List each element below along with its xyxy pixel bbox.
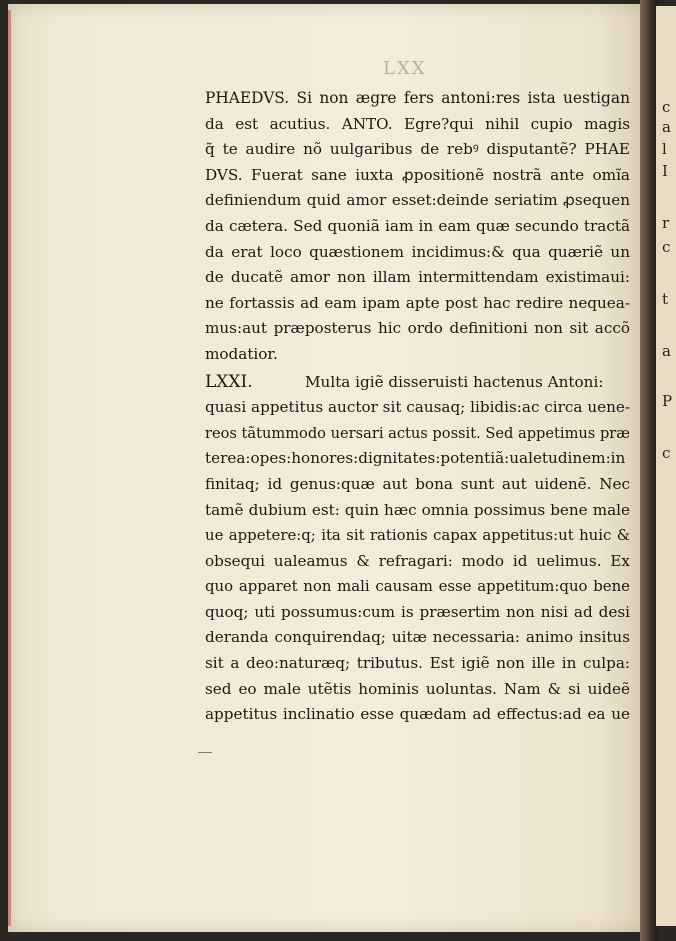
next-page-fragment: r — [662, 214, 670, 232]
text-line: ne fortassis ad eam ipam apte post hac redire nequea- — [205, 293, 630, 312]
section-first-line: Multa igiẽ disseruisti hactenus Antoni: — [305, 372, 604, 391]
text-line: da erat loco quæstionem incidimus:& qua quæriẽ un — [205, 242, 630, 261]
text-line: reos tãtummodo uersari actus possit. Sed appetimus præ — [205, 424, 630, 442]
text-line: da cætera. Sed quoniã iam in eam quæ secundo tractã — [205, 216, 630, 235]
text-line: q̃ te audire nõ uulgaribus de rebꝰ disputantẽ? PHAE — [205, 140, 630, 159]
next-page-fragment: l — [662, 140, 667, 158]
text-line: quasi appetitus auctor sit causaq; libidis:ac circa uene- — [205, 398, 630, 417]
text-line: deranda conquirendaq; uitæ necessaria: animo insitus — [205, 628, 630, 647]
next-page-fragment: a — [662, 118, 671, 136]
next-page-fragment: t — [662, 290, 669, 308]
text-line: quoq; uti possumus:cum is præsertim non nisi ad desi — [205, 602, 630, 621]
margin-mark — [198, 752, 212, 753]
next-page-fragment: a — [662, 342, 671, 360]
text-line: tamẽ dubium est: quin hæc omnia possimus bene male — [205, 500, 630, 519]
next-page-fragment: c — [662, 238, 671, 256]
next-page-fragment: c — [662, 98, 671, 116]
section-number: LXXI. — [205, 371, 253, 392]
text-line: sit a deo:naturæq; tributus. Est igiẽ non ille in culpa: — [205, 654, 630, 673]
text-block — [205, 86, 630, 728]
text-line: mus:aut præposterus hic ordo definitioni non sit accõ — [205, 319, 630, 338]
page-edge-red — [8, 10, 11, 926]
next-page-fragment: P — [662, 392, 673, 410]
text-line: PHAEDVS. Si non ægre fers antoni:res ista uestigan — [205, 89, 630, 107]
folio-number: LXX — [383, 58, 427, 79]
next-page-fragment: I — [662, 162, 668, 180]
text-line: de ducatẽ amor non illam intermittendam existimaui: — [205, 268, 630, 287]
text-line: ue appetere:q; ita sit rationis capax appetitus:ut huic & — [205, 526, 630, 545]
text-line: definiendum quid amor esset:deinde seriatim ꝓsequen — [205, 191, 630, 210]
text-line: terea:opes:honores:dignitates:potentiã:ualetudinem:in — [205, 449, 626, 468]
section-heading-line — [205, 370, 630, 396]
text-line: appetitus inclinatio esse quædam ad effectus:ad ea ue — [205, 705, 630, 724]
text-line: sed eo male utẽtis hominis uoluntas. Nam & si uideẽ — [205, 679, 630, 698]
text-line: modatior. — [205, 344, 278, 363]
text-line: DVS. Fuerat sane iuxta ꝓpositionẽ nostrã ante omĩa — [205, 165, 630, 184]
text-line: finitaq; id genus:quæ aut bona sunt aut uidenẽ. Nec — [205, 474, 630, 493]
text-line: da est acutius. ANTO. Egre?qui nihil cupio magis — [205, 114, 630, 133]
text-line: obsequi ualeamus & refragari: modo id uelimus. Ex — [205, 551, 630, 570]
right-page-edge — [656, 6, 676, 926]
next-page-fragment: c — [662, 444, 671, 462]
text-line: quo apparet non mali causam esse appetitum:quo bene — [205, 577, 630, 596]
